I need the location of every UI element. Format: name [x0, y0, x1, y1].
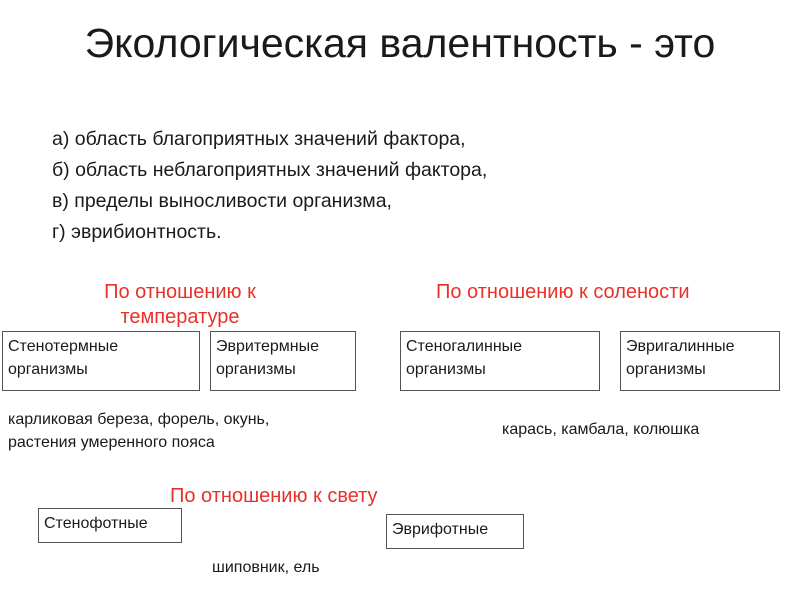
stenophotic-label: Стенофотные [44, 515, 148, 532]
answer-b: б) область неблагоприятных значений фактора, [52, 159, 488, 181]
answer-d: г) эврибионтность. [52, 221, 222, 243]
stenohaline-label: Стеногалинные организмы [406, 338, 523, 378]
answer-c: в) пределы выносливости организма, [52, 190, 392, 212]
euryphotic-box [386, 514, 524, 549]
euryhaline-label: Эвригалинные организмы [626, 338, 735, 378]
stenothermal-box [2, 331, 200, 391]
salinity-examples: карась, камбала, колюшка [502, 421, 700, 438]
temperature-heading: По отношению к температуре [104, 281, 256, 328]
salinity-heading: По отношению к солености [436, 281, 690, 303]
stenophotic-box [38, 508, 182, 543]
answer-a: а) область благоприятных значений фактора, [52, 128, 466, 150]
euryhaline-box [620, 331, 780, 391]
light-examples: шиповник, ель [212, 559, 320, 576]
temperature-examples: карликовая береза, форель, окунь, растения умеренного пояса [8, 411, 270, 451]
eurythermal-label: Эвритермные организмы [216, 338, 320, 378]
stenothermal-label: Стенотермные организмы [8, 338, 119, 378]
stenohaline-box [400, 331, 600, 391]
answer-options [52, 124, 752, 248]
eurythermal-box [210, 331, 356, 391]
euryphotic-label: Эврифотные [392, 521, 489, 538]
slide-title: Экологическая валентность - это [84, 20, 716, 66]
light-heading: По отношению к свету [170, 485, 378, 507]
